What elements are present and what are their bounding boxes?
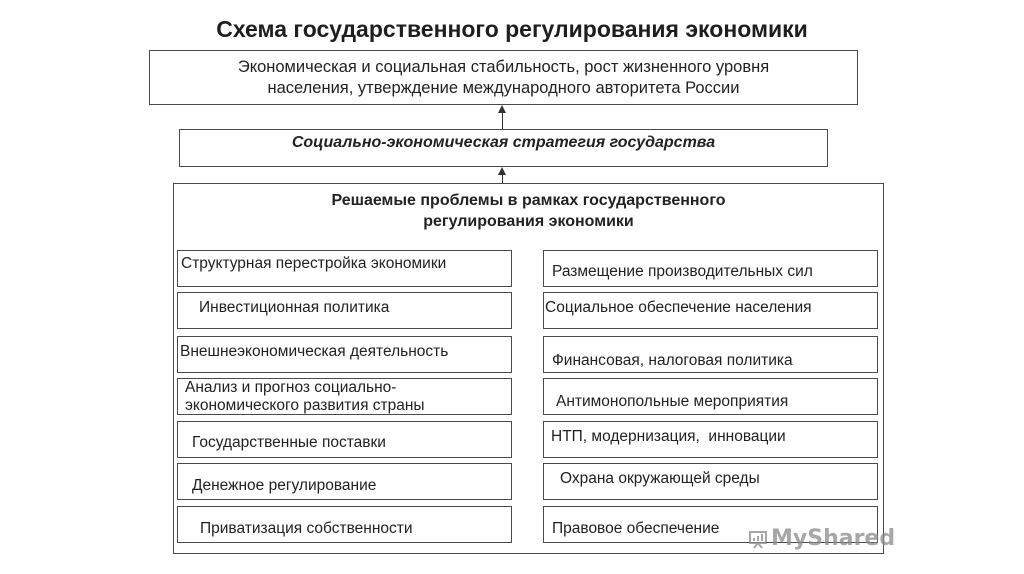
problem-item-label: экономического развития страны [185,397,425,414]
problem-item-right [543,378,878,415]
problems-heading-line-1: Решаемые проблемы в рамках государственного [331,192,726,209]
connector-line [502,112,503,129]
problem-item-left [177,378,512,415]
diagram-title: Схема государственного регулирования экономики [216,16,808,42]
connector-line [502,174,503,183]
problem-item-label: Приватизация собственности [200,520,413,537]
problem-item-left [177,506,512,543]
watermark [748,526,895,551]
problem-item-right [543,421,878,458]
problem-item-right [543,336,878,373]
problem-item-label: Анализ и прогноз социально- [185,379,397,396]
problem-item-left [177,292,512,329]
problems-heading-line-2: регулирования экономики [423,213,634,230]
problem-item-left [177,250,512,287]
problem-item-label: Государственные поставки [192,434,386,451]
watermark-text: MyShared [771,526,896,551]
problem-item-left [177,336,512,373]
problem-item-label: Инвестиционная политика [199,299,390,316]
problem-item-right [543,292,878,329]
problem-item-label: Охрана окружающей среды [560,470,760,487]
problem-item-label: Финансовая, налоговая политика [552,352,793,369]
problem-item-label: Социальное обеспечение населения [545,299,812,316]
problems-heading [173,190,884,232]
problem-item-label: НТП, модернизация, инновации [551,428,786,445]
goal-box [149,50,858,105]
problem-item-label: Правовое обеспечение [552,520,720,537]
goal-line-2: населения, утверждение международного авторитета России [267,78,740,97]
problem-item-label: Структурная перестройка экономики [181,255,447,272]
goal-line-1: Экономическая и социальная стабильность, рост жизненного уровня [237,57,770,76]
problem-item-left [177,463,512,500]
problem-item-left [177,421,512,458]
problem-item-right [543,250,878,287]
problem-item-label: Внешнеэкономическая деятельность [180,343,449,360]
strategy-box: Социально-экономическая стратегия государства [179,129,828,167]
problem-item-label: Размещение производительных сил [552,263,813,280]
problem-item-label: Антимонопольные мероприятия [556,393,789,410]
problem-item-right [543,463,878,500]
problem-item-label: Денежное регулирование [192,477,377,494]
presentation-board-icon [748,529,768,549]
